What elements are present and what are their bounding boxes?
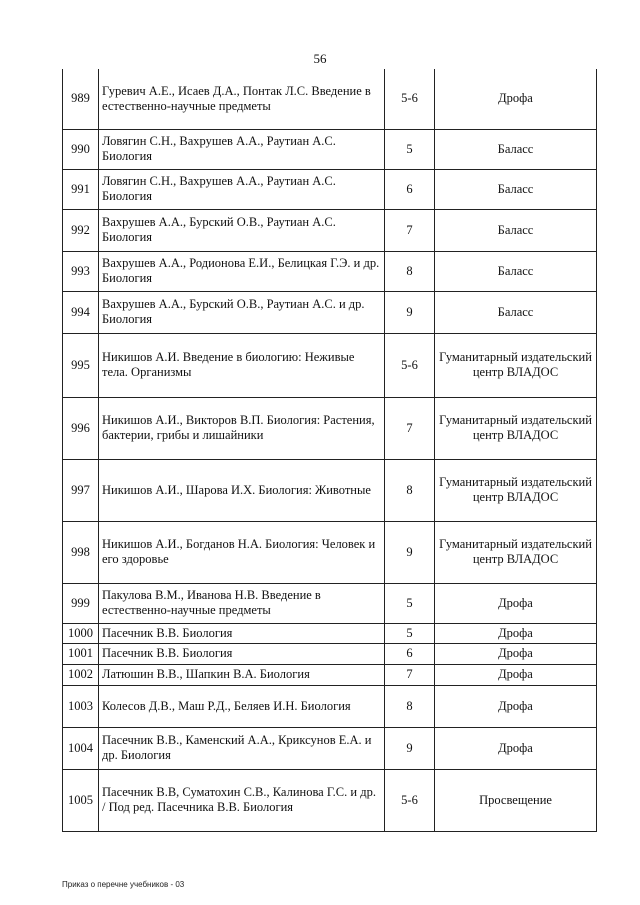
grade: 6 xyxy=(385,643,435,664)
book-title: Пасечник В.В. Биология xyxy=(99,643,385,664)
publisher: Гуманитарный издательский центр ВЛАДОС xyxy=(435,333,597,397)
row-number: 1002 xyxy=(63,664,99,685)
table-row xyxy=(63,129,597,169)
table-row xyxy=(63,623,597,643)
table-row xyxy=(63,397,597,459)
row-number: 996 xyxy=(63,397,99,459)
table-row xyxy=(63,664,597,685)
publisher: Дрофа xyxy=(435,685,597,727)
publisher: Дрофа xyxy=(435,583,597,623)
table-row xyxy=(63,209,597,251)
row-number: 1000 xyxy=(63,623,99,643)
book-title: Колесов Д.В., Маш Р.Д., Беляев И.Н. Биология xyxy=(99,685,385,727)
table-row xyxy=(63,169,597,209)
row-number: 992 xyxy=(63,209,99,251)
row-number: 1004 xyxy=(63,727,99,769)
row-number: 993 xyxy=(63,251,99,291)
row-number: 1003 xyxy=(63,685,99,727)
grade: 9 xyxy=(385,521,435,583)
row-number: 994 xyxy=(63,291,99,333)
book-title: Пасечник В.В. Биология xyxy=(99,623,385,643)
grade: 7 xyxy=(385,664,435,685)
publisher: Гуманитарный издательский центр ВЛАДОС xyxy=(435,397,597,459)
publisher: Гуманитарный издательский центр ВЛАДОС xyxy=(435,521,597,583)
grade: 9 xyxy=(385,727,435,769)
book-title: Никишов А.И., Шарова И.Х. Биология: Животные xyxy=(99,459,385,521)
row-number: 1005 xyxy=(63,769,99,831)
table-row xyxy=(63,583,597,623)
book-title: Никишов А.И., Викторов В.П. Биология: Растения, бактерии, грибы и лишайники xyxy=(99,397,385,459)
row-number: 995 xyxy=(63,333,99,397)
grade: 9 xyxy=(385,291,435,333)
textbook-table xyxy=(62,69,597,832)
row-number: 998 xyxy=(63,521,99,583)
publisher: Просвещение xyxy=(435,769,597,831)
book-title: Ловягин С.Н., Вахрушев А.А., Раутиан А.С. Биология xyxy=(99,169,385,209)
book-title: Ловягин С.Н., Вахрушев А.А., Раутиан А.С. Биология xyxy=(99,129,385,169)
book-title: Пасечник В.В, Суматохин С.В., Калинова Г.С. и др. / Под ред. Пасечника В.В. Биология xyxy=(99,769,385,831)
publisher: Дрофа xyxy=(435,643,597,664)
table-row xyxy=(63,685,597,727)
publisher: Баласс xyxy=(435,291,597,333)
publisher: Дрофа xyxy=(435,664,597,685)
publisher: Баласс xyxy=(435,209,597,251)
grade: 5 xyxy=(385,129,435,169)
publisher: Гуманитарный издательский центр ВЛАДОС xyxy=(435,459,597,521)
book-title: Вахрушев А.А., Бурский О.В., Раутиан А.С. и др. Биология xyxy=(99,291,385,333)
table-row xyxy=(63,521,597,583)
table-row xyxy=(63,291,597,333)
table-row xyxy=(63,69,597,129)
grade: 5-6 xyxy=(385,769,435,831)
grade: 5-6 xyxy=(385,69,435,129)
publisher: Баласс xyxy=(435,169,597,209)
book-title: Вахрушев А.А., Родионова Е.И., Белицкая Г.Э. и др. Биология xyxy=(99,251,385,291)
publisher: Дрофа xyxy=(435,623,597,643)
page-number: 56 xyxy=(313,51,327,66)
table-row xyxy=(63,727,597,769)
row-number: 991 xyxy=(63,169,99,209)
grade: 5 xyxy=(385,623,435,643)
book-title: Пасечник В.В., Каменский А.А., Криксунов Е.А. и др. Биология xyxy=(99,727,385,769)
book-title: Латюшин В.В., Шапкин В.А. Биология xyxy=(99,664,385,685)
book-title: Никишов А.И., Богданов Н.А. Биология: Человек и его здоровье xyxy=(99,521,385,583)
grade: 8 xyxy=(385,685,435,727)
row-number: 999 xyxy=(63,583,99,623)
row-number: 990 xyxy=(63,129,99,169)
publisher: Баласс xyxy=(435,129,597,169)
publisher: Баласс xyxy=(435,251,597,291)
book-title: Вахрушев А.А., Бурский О.В., Раутиан А.С. Биология xyxy=(99,209,385,251)
grade: 5 xyxy=(385,583,435,623)
table-row xyxy=(63,769,597,831)
grade: 7 xyxy=(385,209,435,251)
table-row xyxy=(63,459,597,521)
document-footer: Приказ о перечне учебников - 03 xyxy=(62,880,185,889)
row-number: 997 xyxy=(63,459,99,521)
table-row xyxy=(63,251,597,291)
grade: 5-6 xyxy=(385,333,435,397)
grade: 7 xyxy=(385,397,435,459)
row-number: 989 xyxy=(63,69,99,129)
publisher: Дрофа xyxy=(435,69,597,129)
table-row xyxy=(63,643,597,664)
table-row xyxy=(63,333,597,397)
grade: 8 xyxy=(385,251,435,291)
row-number: 1001 xyxy=(63,643,99,664)
book-title: Пакулова В.М., Иванова Н.В. Введение в естественно-научные предметы xyxy=(99,583,385,623)
grade: 8 xyxy=(385,459,435,521)
book-title: Гуревич А.Е., Исаев Д.А., Понтак Л.С. Введение в естественно-научные предметы xyxy=(99,69,385,129)
publisher: Дрофа xyxy=(435,727,597,769)
book-title: Никишов А.И. Введение в биологию: Неживые тела. Организмы xyxy=(99,333,385,397)
grade: 6 xyxy=(385,169,435,209)
